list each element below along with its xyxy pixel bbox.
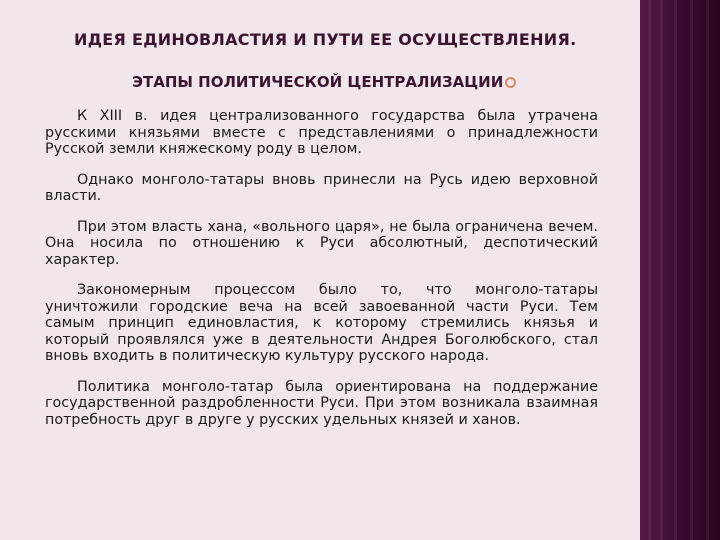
decorative-side-bar [640,0,720,540]
paragraph: При этом власть хана, «вольного царя», не была ограничена вечем. Она носила по отношению к Руси абсолютный, деспотический характер. [45,218,598,268]
slide-body [45,108,598,442]
paragraph: К XIII в. идея централизованного государства была утрачена русскими князьями вместе с представлениями о принадлежности Русской земли княжескому роду в целом. [45,108,598,157]
circle-bullet-icon [505,77,516,88]
slide-subtitle-text: ЭТАПЫ ПОЛИТИЧЕСКОЙ ЦЕНТРАЛИЗАЦИИ [132,73,504,91]
slide-title: ИДЕЯ ЕДИНОВЛАСТИЯ И ПУТИ ЕЕ ОСУЩЕСТВЛЕНИЯ. [74,30,577,49]
paragraph: Политика монголо-татар была ориентирована на поддержание государственной раздробленности Руси. При этом возникала взаимная потребность друг в друге у русских удельных князей и ханов. [45,378,598,428]
paragraph: Однако монголо-татары вновь принесли на Русь идею верховной власти. [45,171,598,204]
paragraph: Закономерным процессом было то, что монголо-татары уничтожили городские веча на всей завоеванной части Руси. Тем самым принцип единовластия, к которому стремились князья и который проявлялся уже в деятельности Андрея Боголюбского, стал вновь входить в политическую культуру русского народа. [45,282,598,364]
slide-subtitle [132,73,516,91]
